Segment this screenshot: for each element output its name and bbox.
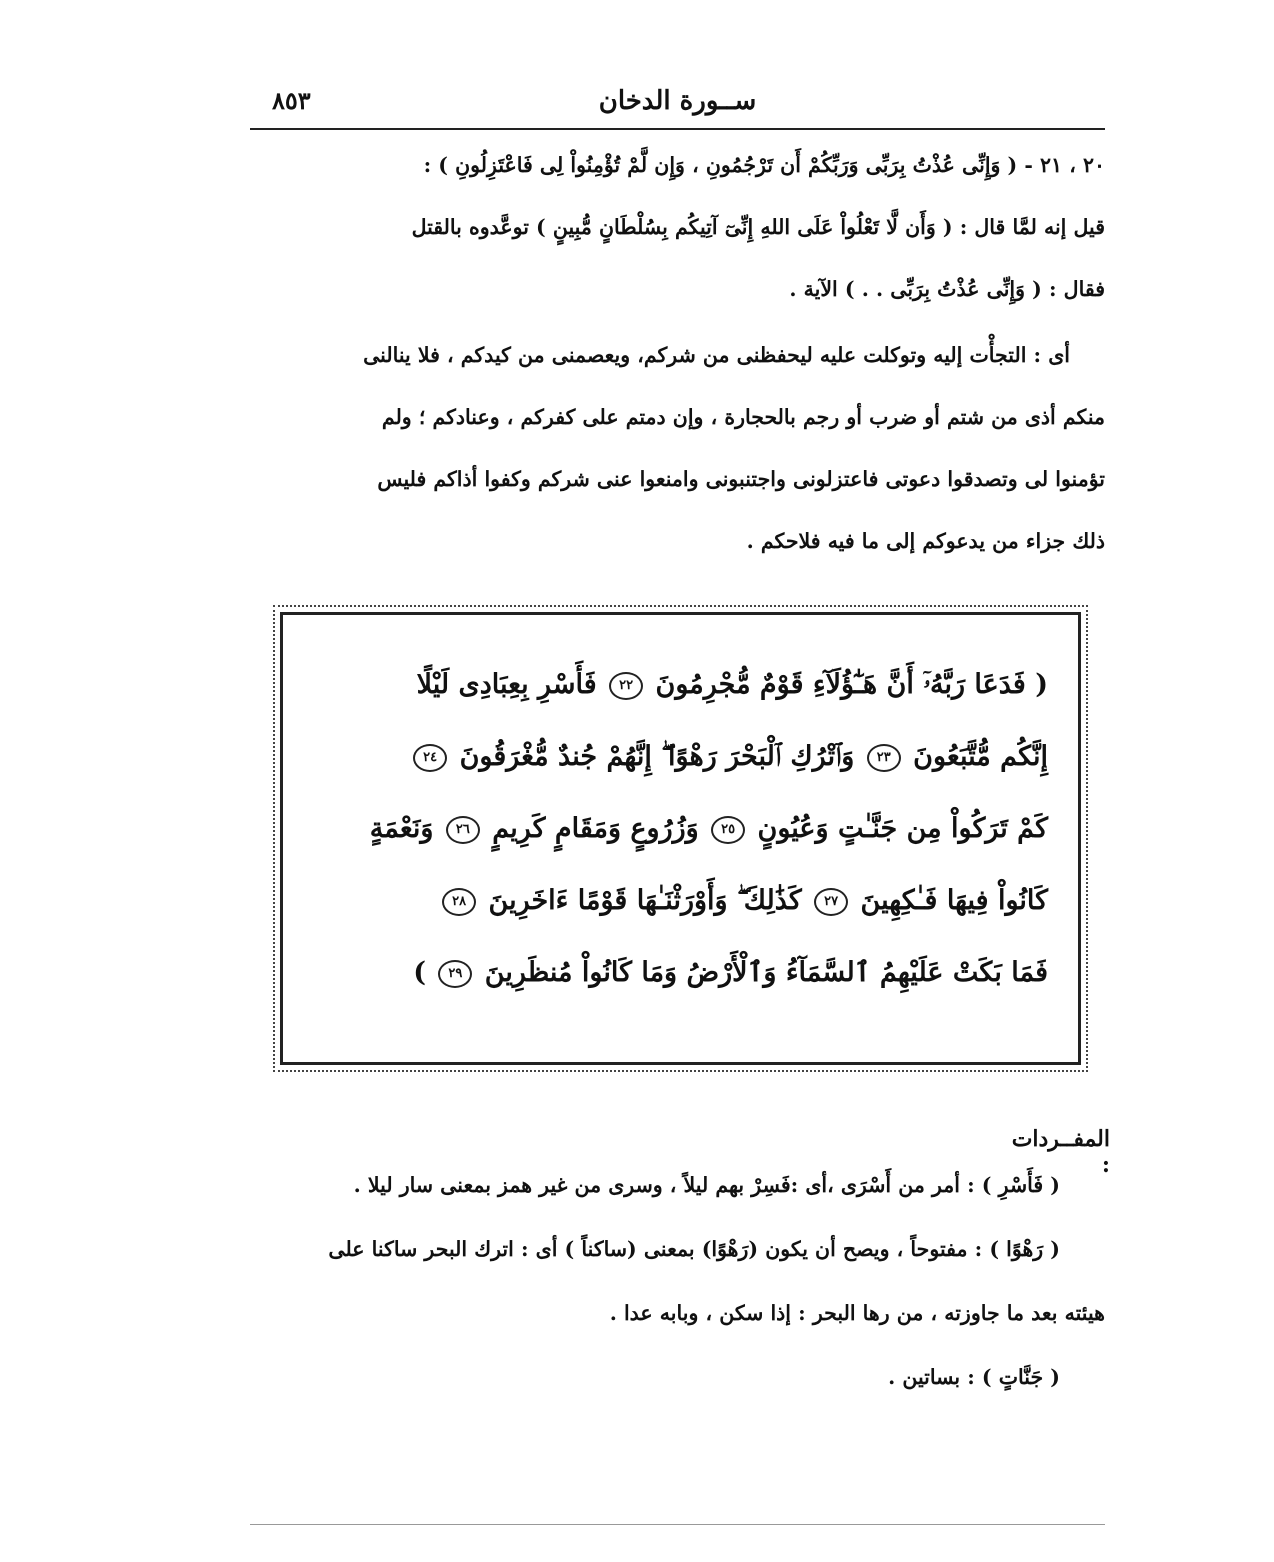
quran-verse-text: فَمَا بَكَتْ عَلَيْهِمُ ٱلسَّمَآءُ وَٱلْأَرْضُ وَمَا كَانُواْ مُنظَرِينَ	[484, 957, 1048, 988]
ayah-number-marker: ٢٨	[442, 888, 476, 916]
vocabulary-line: هيئته بعد ما جاوزته ، من رها البحر : إذا سكن ، وبابه عدا .	[609, 1301, 1105, 1325]
page-header	[250, 78, 1105, 130]
quran-verse-text: ( فَدَعَا رَبَّهُۥٓ أَنَّ هَـٰٓؤُلَآءِ قَوْمٌ مُّجْرِمُونَ	[655, 669, 1048, 700]
vocabulary-section	[250, 1170, 1105, 1426]
ayah-number-marker: ٢٣	[867, 744, 901, 772]
quran-line	[313, 953, 1048, 993]
vocabulary-line: ( جَنَّاتٍ ) : بساتين .	[888, 1365, 1060, 1389]
ayah-number-marker: ٢٦	[446, 816, 480, 844]
quran-verse-text: فَأَسْرِ بِعِبَادِى لَيْلًا	[416, 669, 597, 700]
quran-verse-frame	[280, 612, 1081, 1065]
quran-line	[313, 809, 1048, 849]
tafsir-line: ٢٠ ، ٢١ - ( وَإِنِّى عُذْتُ بِرَبِّى وَرَبِّكُمْ أَن تَرْجُمُونِ ، وَإِن لَّمْ تُؤْمِنُواْ لِى فَاعْتَزِلُونِ ) :	[423, 153, 1105, 177]
quran-verse-text: )	[413, 957, 426, 988]
quran-text	[313, 665, 1048, 1025]
quran-line	[313, 665, 1048, 705]
vocabulary-heading: المفــردات :	[1011, 1126, 1110, 1178]
tafsir-line: قيل إنه لمَّا قال : ( وَأَن لَّا تَعْلُواْ عَلَى اللهِ إِنِّىٓ آتِيكُم بِسُلْطَانٍ مُّبِينٍ ) توعَّدوه بالقتل	[411, 215, 1105, 239]
quran-verse-text: وَٱتْرُكِ ٱلْبَحْرَ رَهْوًا ۖ إِنَّهُمْ جُندٌ مُّغْرَقُونَ	[459, 741, 855, 772]
quran-verse-text: كَذَٰلِكَ ۖ وَأَوْرَثْنَـٰهَا قَوْمًا ءَاخَرِينَ	[488, 885, 802, 916]
tafsir-line: أى : التجأْت إليه وتوكلت عليه ليحفظنى من شركم، ويعصمنى من كيدكم ، فلا ينالنى	[363, 343, 1070, 367]
ayah-number-marker: ٢٢	[609, 672, 643, 700]
quran-verse-text: كَانُواْ فِيهَا فَـٰكِهِينَ	[860, 885, 1048, 916]
page-number: ٨٥٣	[272, 86, 311, 115]
quran-verse-text: وَزُرُوعٍ وَمَقَامٍ كَرِيمٍ	[492, 813, 699, 844]
quran-line	[313, 881, 1048, 921]
quran-verse-text: إِنَّكُم مُّتَّبَعُونَ	[913, 741, 1048, 772]
tafsir-line: منكم أذى من شتم أو ضرب أو رجم بالحجارة ، وإن دمتم على كفركم ، وعنادكم ؛ ولم	[381, 405, 1105, 429]
vocabulary-line: ( رَهْوًا ) : مفتوحاً ، ويصح أن يكون (رَهْوًا) بمعنى (ساكناً ) أى : اترك البحر ساكنا على	[328, 1237, 1060, 1261]
ayah-number-marker: ٢٩	[438, 960, 472, 988]
tafsir-line: فقال : ( وَإِنِّى عُذْتُ بِرَبِّى . . ) الآية .	[789, 277, 1105, 301]
quran-verse-text: وَنَعْمَةٍ	[369, 813, 434, 844]
ayah-number-marker: ٢٤	[413, 744, 447, 772]
tafsir-line: ذلك جزاء من يدعوكم إلى ما فيه فلاحكم .	[746, 529, 1105, 553]
quran-line	[313, 737, 1048, 777]
quran-verse-text: كَمْ تَرَكُواْ مِن جَنَّـٰتٍ وَعُيُونٍ	[757, 813, 1048, 844]
tafsir-line: تؤمنوا لى وتصدقوا دعوتى فاعتزلونى واجتنبونى وامنعوا عنى شركم وكفوا أذاكم فليس	[377, 467, 1105, 491]
vocabulary-line: ( فَأَسْرِ ) : أمر من أَسْرَى ،أى :فَسِرْ بهم ليلاً ، وسرى من غير همز بمعنى سار ليلا .	[353, 1173, 1060, 1197]
tafsir-section	[250, 150, 1105, 588]
ayah-number-marker: ٢٧	[814, 888, 848, 916]
footer-divider	[250, 1524, 1105, 1525]
surah-title: ســورة الدخان	[598, 86, 757, 116]
ayah-number-marker: ٢٥	[711, 816, 745, 844]
